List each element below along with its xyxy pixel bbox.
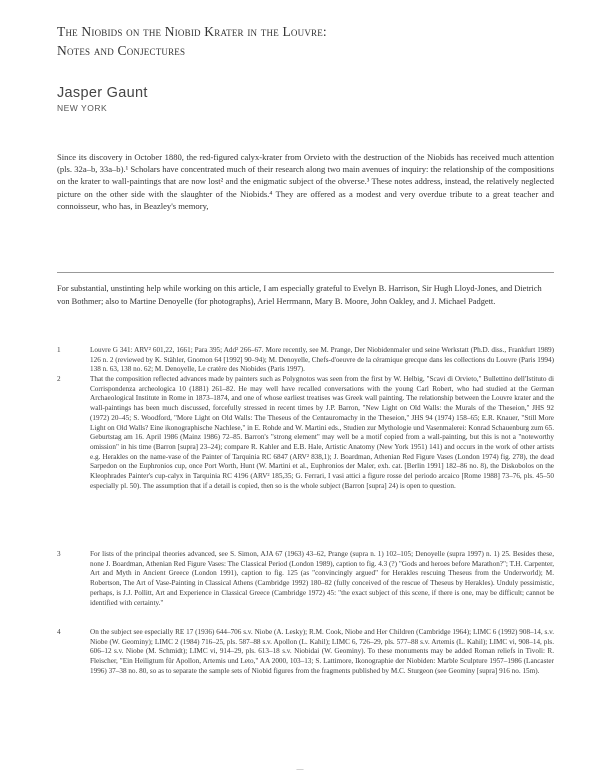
page-number: — [296,765,304,773]
author-name: Jasper Gaunt [57,85,148,101]
footnote-number: 4 [57,628,61,636]
footnote-number: 2 [57,375,61,383]
acknowledgement-note: For substantial, unstinting help while working on this article, I am especially grateful to Evelyn B. Harrison, Sir Hugh Lloyd-Jones, and Dietrich von Bothmer; also to Martine Denoyelle (for photographs), Ariel Herrmann, Mary B. Moore, John Oakley, and J. Michael Padgett. [57,284,542,306]
footnote-text: That the composition reflected advances made by painters such as Polygnotos was seen from the first by W. Helbig, "Scavi di Orvieto," Bullettino dell'Istituto di Corrispondenza archeologica 10 (1881) 261–82. He may well have recalled conversations with the young Carl Robert, who had studied at the German Archaeological Institute in Rome in 1873–1874, and one of whose earliest treatises was Greek wall painting. The relationship between the Louvre krater and the wall-paintings has been much discussed, forcefully stressed in recent times by J.P. Barron, "New Light on Old Walls: the Murals of the Theseion," JHS 92 (1972) 20–45; S. Woodford, "More Light on Old Walls: The Theseus of the Centauromachy in the Theseion," JHS 94 (1974) 158–65; E.R. Knauer, "Still More Light on Old Walls? Eine ikonographische Nachlese," in E. Rohde and W. Martini eds., Studien zur Mythologie und Vasenmalerei: Konrad Schauenburg zum 65. Geburtstag am 16. April 1986 (Mainz 1986) 72–85. Barron's "strong element" may well be a motif copied from a wall-painting, but this is not a "noteworthy omission" in his time (Barron [supra] 23–24); compare R. Kahler and E.B. Hale, Artistic Anatomy (New York 1951) 141) and occurs in the work of other artists e.g. Herakles on the name-vase of the Painter of Tarquinia RC 6847 (ARV² 838,1); J. Boardman, Athenian Red Figure Vases (London 1974) fig. 278), the dead Sarpedon on the Euphronios cup, once Port Worth, Hunt (W. Martini et al., Euphronios der Maler, exh. cat. [Berlin 1991] 182–86 no. 8), the Diskobolos on the Kleophrades Painter's cup-calyx in Tarquinia RC 4196 (ARV² 185,35; G. Ferrari, I vasi attici a figure rosse del periodo arcaico [Rome 1988] 73–76, pls. 45–50 especially pl. 50). The assumption that if a detail is copied, then so is the whole subject (Barron [supra] 24) is open to question. [90,375,554,490]
footnote [57,346,554,375]
title-line-1: The Niobids on the Niobid Krater in the Louvre: [57,24,327,39]
body-paragraph: Since its discovery in October 1880, the red-figured calyx-krater from Orvieto with the destruction of the Niobids has received much attention (pls. 32a–b, 33a–b).¹ Scholars have concentrated much of their research along two main avenues of inquiry: the relationship of the compositions on the krater to wall-paintings that are now lost² and the enigmatic subject of the obverse.³ These notes address, instead, the relatively neglected picture on the other side with the slaughter of the Niobids.⁴ They are offered as a modest and very overdue tribute to a great teacher and connoisseur, who has, in Beazley's memory, [57,152,554,211]
footnote [57,628,554,677]
article-title [57,22,557,60]
footnote-text: On the subject see especially RE 17 (1936) 644–706 s.v. Niobe (A. Lesky); R.M. Cook, Niobe and Her Children (Cambridge 1964); LIMC 6 (1992) 908–14, s.v. Niobe (W. Geominy); LIMC 2 (1984) 716–25, pls. 587–88 s.v. Apollon (L. Kahil); LIMC 6, 726–29, pls. 577–88 s.v. Artemis (L. Kahil); LIMC vi, 908–14, pls. 606–12 s.v. Niobe (M. Schmidt); LIMC vi, 914–29, pls. 613–18 s.v. Niobidai (W. Geominy). To these monuments may be added Roman reliefs in Tivoli: R. Fleischer, "Ein Heiligtum für Apollon, Artemis und Leto," AA 2000, 103–13; S. Lattimore, Ikonographie der Niobiden: Marble Sculpture 1957–1986 (Lancaster 1996) 37–38 no. 80, so as to separate the sample sets of Niobid figures from the fragments published by M.C. Sturgeon (see Geominy [supra] 916 no. 15m). [90,628,554,675]
title-line-2: Notes and Conjectures [57,43,186,58]
footnote-number: 3 [57,550,61,558]
footnote-text: Louvre G 341: ARV² 601,22, 1661; Para 395; Add² 266–67. More recently, see M. Prange, Der Niobidenmaler und seine Werkstatt (Ph.D. diss., Frankfurt 1989) 126 n. 2 (reviewed by K. Stähler, Gnomon 64 [1992] 90–94); M. Denoyelle, Chefs-d'oeuvre de la céramique grecque dans les collections du Louvre (Paris 1994) 138 n. 63, 138 no. 62; M. Denoyelle, Le cratère des Niobides (Paris 1997). [90,346,554,374]
footnote-text: For lists of the principal theories advanced, see S. Simon, AJA 67 (1963) 43–62, Prange (supra n. 1) 102–105; Denoyelle (supra 1997) n. 1) 25. Besides these, none J. Boardman, Athenian Red Figure Vases: The Classical Period (London 1989), caption to fig. 4.3 (?) "Gods and heroes before Marathon?"; T.H. Carpenter, Art and Myth in Ancient Greece (London 1991), caption to fig. 125 (as "convincingly argued" for Herakles rescuing Theseus from the Underworld); M. Robertson, The Art of Vase-Painting in Classical Athens (Cambridge 1992) 180–82 (fully conceived of the rescue of Theseus by Herakles). Unduly pessimistic, perhaps, is J.J. Pollitt, Art and Experience in Classical Greece (Cambridge 1972) 45: "the exact subject of this scene, if there is one, may be difficult; cannot be identified with certainty." [90,550,554,607]
footnote-number: 1 [57,346,61,354]
author-affiliation: NEW YORK [57,103,108,113]
footnote [57,375,554,491]
footnote [57,550,554,608]
footnote-divider [57,272,554,273]
